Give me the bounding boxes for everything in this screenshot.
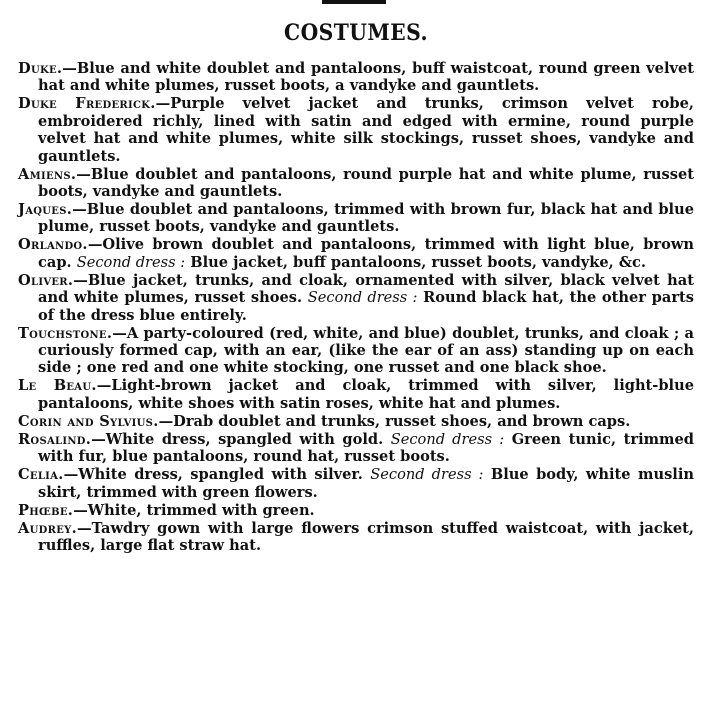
- second-dress-description: Green tunic, trimmed with fur, blue pantaloons, round hat, russet boots.: [38, 430, 694, 466]
- costume-entry-audrey: [18, 520, 694, 555]
- costume-entry-phoebe: [18, 502, 694, 519]
- character-name: Corin and Sylvius.: [18, 412, 159, 430]
- costume-description: —Blue doublet and pantaloons, trimmed with brown fur, black hat and blue plume, russet boots, vandyke and gauntlets.: [38, 201, 694, 236]
- costume-description: —Tawdry gown with large flowers crimson stuffed waistcoat, with jacket, ruffles, large flat straw hat.: [38, 519, 694, 555]
- costume-entry-le-beau: [18, 377, 694, 412]
- costume-description: —Blue and white doublet and pantaloons, buff waistcoat, round green velvet hat and white plumes, russet boots, a vandyke and gauntlets.: [38, 60, 694, 95]
- second-dress-description: Blue body, white muslin skirt, trimmed with green flowers.: [38, 466, 694, 501]
- costume-description: —White dress, spangled with silver.: [63, 466, 363, 484]
- costume-entry-duke-frederick: [18, 95, 694, 165]
- costume-description: —Olive brown doublet and pantaloons, trimmed with light blue, brown cap.: [38, 236, 694, 271]
- character-name: Duke.: [18, 60, 63, 77]
- costume-description: —Purple velvet jacket and trunks, crimson velvet robe, embroidered richly, lined with satin and edged with ermine, round purple velvet hat and white plumes, white silk stockings, russet shoes, vandyke and gauntlets.: [38, 95, 694, 165]
- costume-description: —Blue doublet and pantaloons, round purple hat and white plume, russet boots, vandyke and gauntlets.: [38, 165, 694, 201]
- second-dress-label: Second dress :: [370, 466, 484, 484]
- character-name: Rosalind.: [18, 430, 92, 448]
- costume-description: —A party-coloured (red, white, and blue) doublet, trunks, and cloak ; a curiously formed cap, with an ear, (like the ear of an ass) standing up on each side ; one red and one white stocking, one russet and one black shoe.: [38, 324, 694, 377]
- costume-entry-celia: [18, 466, 694, 501]
- costume-description: —Light-brown jacket and cloak, trimmed with silver, light-blue pantaloons, white shoes with satin roses, white hat and plumes.: [38, 377, 694, 412]
- costume-entry-oliver: [18, 272, 694, 324]
- second-dress-label: Second dress :: [390, 430, 505, 448]
- second-dress-description: Blue jacket, buff pantaloons, russet boots, vandyke, &c.: [185, 253, 646, 271]
- costume-description: —Blue jacket, trunks, and cloak, ornamented with silver, black velvet hat and white plumes, russet shoes.: [38, 271, 694, 307]
- top-rule: [322, 0, 386, 4]
- costume-entry-rosalind: [18, 431, 694, 466]
- character-name: Celia.: [18, 466, 64, 484]
- character-name: Oliver.: [18, 271, 74, 289]
- character-name: Le Beau.: [18, 377, 97, 395]
- costume-entry-jaques: [18, 201, 694, 236]
- costume-entry-corin-and-sylvius: [18, 413, 694, 430]
- character-name: Duke Frederick.: [18, 95, 156, 113]
- character-name: Phœbe.: [18, 501, 74, 519]
- costume-list: [18, 60, 694, 555]
- character-name: Jaques.: [18, 201, 73, 219]
- page-title: COSTUMES.: [283, 20, 428, 46]
- second-dress-description: Round black hat, the other parts of the dress blue entirely.: [38, 289, 694, 324]
- costume-entry-touchstone: [18, 325, 694, 377]
- costume-entry-orlando: [18, 236, 694, 271]
- costume-description: —White, trimmed with green.: [73, 501, 315, 519]
- costume-description: —White dress, spangled with gold.: [91, 430, 384, 448]
- character-name: Orlando.: [18, 236, 88, 254]
- costume-description: —Drab doublet and trunks, russet shoes, and brown caps.: [158, 412, 631, 430]
- costume-entry-amiens: [18, 166, 694, 201]
- second-dress-label: Second dress :: [307, 289, 418, 307]
- character-name: Touchstone.: [18, 324, 113, 342]
- character-name: Audrey.: [18, 519, 77, 537]
- second-dress-label: Second dress :: [76, 253, 186, 271]
- character-name: Amiens.: [18, 165, 77, 183]
- costume-entry-duke: [18, 60, 694, 95]
